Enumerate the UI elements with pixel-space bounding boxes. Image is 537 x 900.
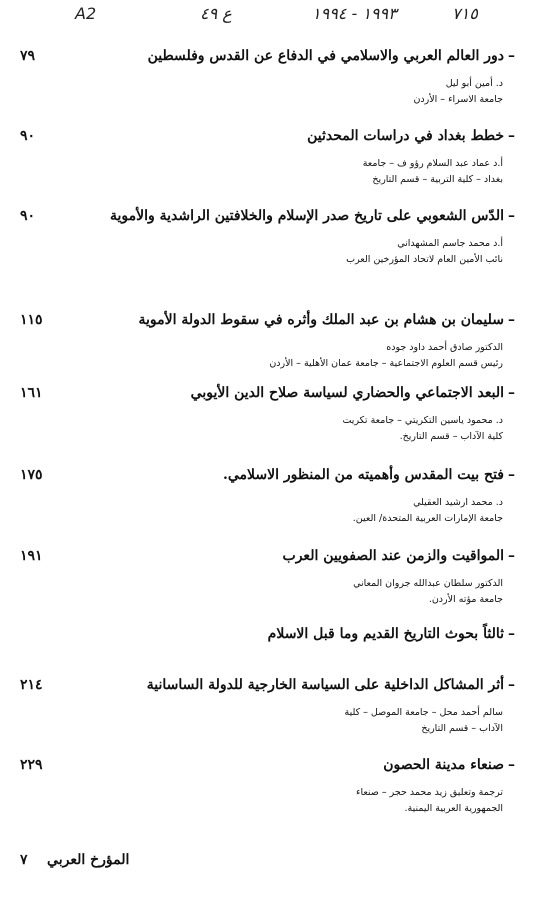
author-line: الجمهورية العربية اليمنية.	[404, 803, 503, 814]
entry-title-line	[20, 544, 515, 568]
entry-dash: –	[508, 208, 515, 224]
entry-title-line	[20, 204, 515, 228]
journal-name: المؤرخ العربي	[47, 852, 130, 868]
section-heading	[20, 622, 515, 646]
toc-entry	[20, 204, 515, 268]
entry-title: البعد الاجتماعي والحضاري لسياسة صلاح الدين الأيوبي	[190, 385, 504, 401]
toc-entry	[20, 753, 515, 817]
page-footer	[20, 852, 129, 868]
entry-dash: –	[508, 467, 515, 483]
author-line: جامعة الاسراء – الأردن	[413, 94, 503, 105]
entry-title: خطط بغداد في دراسات المحدثين	[307, 128, 504, 144]
entry-author	[20, 156, 515, 188]
entry-page-number: ١١٥	[20, 312, 43, 328]
author-line: د. محمود ياسين التكريتي – جامعة تكريت	[342, 415, 503, 426]
toc-entry	[20, 673, 515, 737]
entry-dash: –	[508, 757, 515, 773]
handwritten-volume: ع ٤٩	[200, 4, 232, 23]
toc-entry	[20, 44, 515, 108]
entry-page-number: ١٧٥	[20, 467, 43, 483]
entry-title: فتح بيت المقدس وأهميته من المنظور الاسلامي.	[222, 467, 504, 483]
entry-dash: –	[508, 626, 515, 642]
entry-title-line	[20, 381, 515, 405]
entry-page-number: ٢٢٩	[20, 757, 43, 773]
entry-dash: –	[508, 312, 515, 328]
entry-title: أثر المشاكل الداخلية على السياسة الخارجية للدولة الساسانية	[146, 677, 504, 693]
author-line: جامعة الإمارات العربية المتحدة/ العين.	[352, 513, 503, 524]
footer-page-number: ٧	[20, 852, 28, 868]
author-line: ترجمة وتعليق زيد محمد حجر – صنعاء	[355, 787, 503, 798]
author-line: بغداد – كلية التربية – قسم التاريخ	[372, 174, 503, 185]
entry-title-line	[20, 753, 515, 777]
handwritten-number: ٧١٥	[452, 4, 478, 23]
author-line: الدكتور صادق أحمد داود جوده	[386, 342, 503, 353]
entry-title-line	[20, 622, 515, 646]
entry-title: صنعاء مدينة الحصون	[383, 757, 504, 773]
entry-page-number: ٩٠	[20, 128, 36, 144]
toc-entry	[20, 308, 515, 372]
toc-entry	[20, 381, 515, 445]
author-line: جامعة مؤته الأردن.	[428, 594, 503, 605]
entry-author	[20, 76, 515, 108]
entry-page-number: ٩٠	[20, 208, 36, 224]
author-line: رئيس قسم العلوم الاجتماعية – جامعة عمان الأهلية – الأردن	[269, 358, 503, 369]
entry-page-number: ١٦١	[20, 385, 43, 401]
author-line: الدكتور سلطان عبدالله جروان المعاني	[353, 578, 503, 589]
entry-title-line	[20, 44, 515, 68]
author-line: سالم أحمد محل – جامعة الموصل – كلية	[344, 707, 503, 718]
entry-author	[20, 785, 515, 817]
entry-author	[20, 495, 515, 527]
entry-author	[20, 413, 515, 445]
handwritten-code: A2	[75, 4, 97, 23]
entry-author	[20, 705, 515, 737]
toc-entry	[20, 463, 515, 527]
author-line: د. أمين أبو ليل	[445, 78, 503, 89]
author-line: نائب الأمين العام لاتحاد المؤرخين العرب	[346, 254, 503, 265]
author-line: أ.د محمد جاسم المشهداني	[397, 238, 503, 249]
author-line: د. محمد ارشيد العقيلي	[413, 497, 503, 508]
entry-page-number: ٧٩	[20, 48, 36, 64]
entry-title-line	[20, 463, 515, 487]
entry-page-number: ٢١٤	[20, 677, 43, 693]
entry-dash: –	[508, 128, 515, 144]
entry-title-line	[20, 124, 515, 148]
handwritten-years: ١٩٩٣ - ١٩٩٤	[312, 4, 397, 23]
entry-author	[20, 236, 515, 268]
entry-author	[20, 576, 515, 608]
entry-title: الدّس الشعوبي على تاريخ صدر الإسلام والخلافتين الراشدية والأموية	[109, 208, 504, 224]
entry-title-line	[20, 308, 515, 332]
entry-dash: –	[508, 48, 515, 64]
toc-entry	[20, 124, 515, 188]
entry-title: دور العالم العربي والاسلامي في الدفاع عن القدس وفلسطين	[147, 48, 504, 64]
author-line: الآداب – قسم التاريخ	[421, 723, 503, 734]
entry-dash: –	[508, 385, 515, 401]
entry-page-number: ١٩١	[20, 548, 43, 564]
entry-title-line	[20, 673, 515, 697]
author-line: كلية الآداب – قسم التاريخ.	[399, 431, 503, 442]
entry-title: سليمان بن هشام بن عبد الملك وأثره في سقوط الدولة الأموية	[138, 312, 504, 328]
author-line: أ.د عماد عبد السلام رؤو ف – جامعة	[362, 158, 503, 169]
entry-author	[20, 340, 515, 372]
entry-title: المواقيت والزمن عند الصفويين العرب	[282, 548, 504, 564]
entry-dash: –	[508, 548, 515, 564]
toc-entry	[20, 544, 515, 608]
entry-dash: –	[508, 677, 515, 693]
section-title: ثالثاً بحوث التاريخ القديم وما قبل الاسلام	[267, 626, 504, 642]
